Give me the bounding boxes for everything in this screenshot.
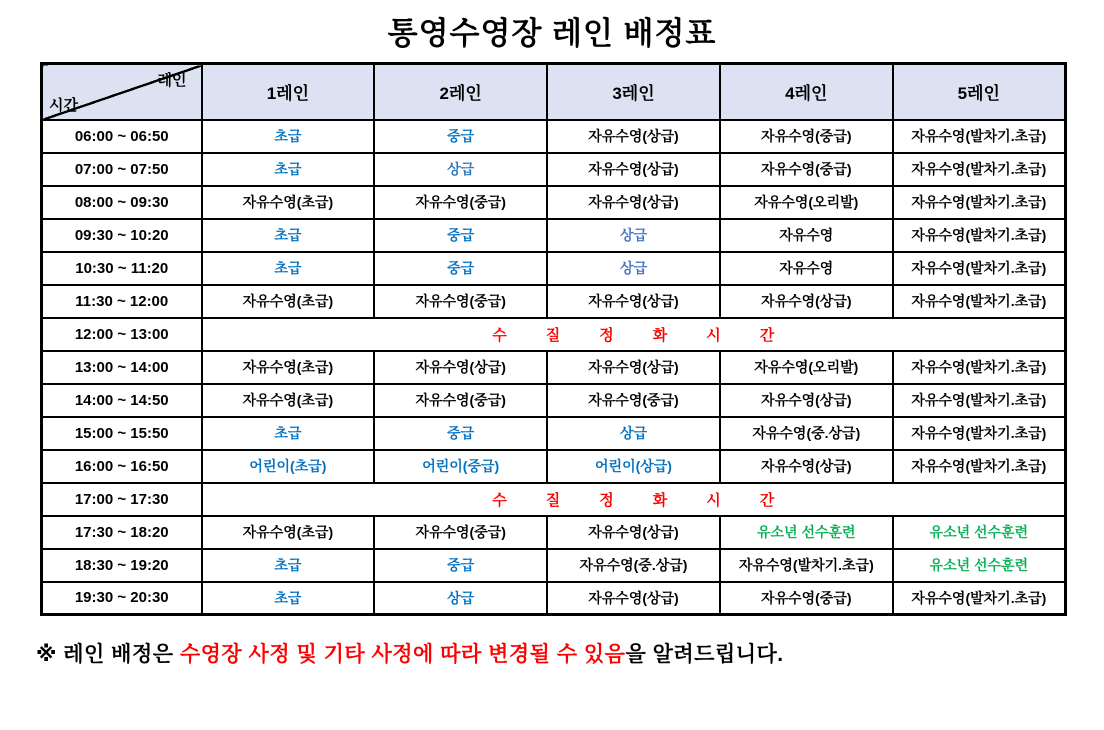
schedule-cell: 자유수영(중급)	[720, 120, 893, 153]
schedule-cell: 중급	[374, 219, 547, 252]
schedule-cell: 어린이(중급)	[374, 450, 547, 483]
schedule-cell: 초급	[202, 252, 375, 285]
footnote-prefix: ※ 레인 배정은	[36, 643, 180, 666]
schedule-cell: 자유수영(중.상급)	[720, 417, 893, 450]
schedule-cell: 자유수영(발차기.초급)	[893, 582, 1066, 615]
schedule-cell: 자유수영(상급)	[547, 582, 720, 615]
table-row	[42, 219, 1066, 252]
schedule-cell: 자유수영(중급)	[374, 384, 547, 417]
time-cell: 13:00 ~ 14:00	[42, 351, 202, 384]
schedule-cell: 상급	[374, 153, 547, 186]
schedule-cell: 자유수영	[720, 252, 893, 285]
table-row	[42, 384, 1066, 417]
table-row	[42, 186, 1066, 219]
schedule-cell: 유소년 선수훈련	[893, 549, 1066, 582]
schedule-cell: 초급	[202, 582, 375, 615]
schedule-cell: 자유수영(초급)	[202, 384, 375, 417]
schedule-cell: 자유수영(초급)	[202, 516, 375, 549]
time-cell: 18:30 ~ 19:20	[42, 549, 202, 582]
lane-header-3: 3레인	[547, 64, 720, 120]
schedule-cell: 중급	[374, 549, 547, 582]
schedule-cell: 자유수영(상급)	[547, 186, 720, 219]
time-cell: 17:30 ~ 18:20	[42, 516, 202, 549]
lane-assignment-table	[40, 62, 1067, 616]
footnote-highlight: 수영장 사정 및 기타 사정에 따라 변경될 수 있음	[179, 643, 626, 666]
schedule-cell: 자유수영(중급)	[547, 384, 720, 417]
schedule-cell: 상급	[547, 417, 720, 450]
corner-cell	[42, 64, 202, 120]
schedule-cell: 상급	[547, 252, 720, 285]
table-row	[42, 417, 1066, 450]
schedule-cell: 자유수영(발차기.초급)	[893, 417, 1066, 450]
schedule-cell: 자유수영(상급)	[547, 351, 720, 384]
schedule-cell: 자유수영(상급)	[374, 351, 547, 384]
page-title: 통영수영장 레인 배정표	[387, 16, 717, 51]
schedule-cell: 자유수영(중급)	[720, 153, 893, 186]
schedule-cell: 자유수영(상급)	[720, 384, 893, 417]
lane-header-1: 1레인	[202, 64, 375, 120]
corner-lane-label: 레인	[157, 72, 187, 89]
schedule-cell: 초급	[202, 549, 375, 582]
schedule-cell: 상급	[374, 582, 547, 615]
time-cell: 08:00 ~ 09:30	[42, 186, 202, 219]
schedule-cell: 자유수영(발차기.초급)	[893, 450, 1066, 483]
schedule-cell: 초급	[202, 417, 375, 450]
table-row	[42, 351, 1066, 384]
schedule-cell: 자유수영(상급)	[720, 285, 893, 318]
lane-header-5: 5레인	[893, 64, 1066, 120]
schedule-cell: 자유수영(초급)	[202, 186, 375, 219]
table-row	[42, 549, 1066, 582]
time-cell: 16:00 ~ 16:50	[42, 450, 202, 483]
time-cell: 15:00 ~ 15:50	[42, 417, 202, 450]
time-cell: 10:30 ~ 11:20	[42, 252, 202, 285]
header-row	[42, 64, 1066, 120]
footnote-suffix: 을 알려드립니다.	[625, 643, 784, 666]
schedule-cell: 자유수영(중급)	[720, 582, 893, 615]
schedule-cell: 자유수영(발차기.초급)	[893, 384, 1066, 417]
table-row	[42, 318, 1066, 351]
schedule-cell: 자유수영(중.상급)	[547, 549, 720, 582]
table-row	[42, 120, 1066, 153]
lane-header-4: 4레인	[720, 64, 893, 120]
corner-time-label: 시간	[49, 96, 78, 114]
time-cell: 06:00 ~ 06:50	[42, 120, 202, 153]
schedule-cell: 자유수영(상급)	[720, 450, 893, 483]
table-row	[42, 252, 1066, 285]
schedule-cell: 자유수영(상급)	[547, 516, 720, 549]
schedule-cell: 초급	[202, 219, 375, 252]
schedule-cell: 자유수영(오리발)	[720, 186, 893, 219]
schedule-cell: 자유수영(중급)	[374, 285, 547, 318]
time-cell: 14:00 ~ 14:50	[42, 384, 202, 417]
schedule-cell: 자유수영(초급)	[202, 351, 375, 384]
schedule-cell: 자유수영(오리발)	[720, 351, 893, 384]
schedule-cell: 자유수영(상급)	[547, 120, 720, 153]
schedule-cell: 자유수영(발차기.초급)	[893, 120, 1066, 153]
schedule-cell: 자유수영(발차기.초급)	[893, 285, 1066, 318]
schedule-cell: 중급	[374, 252, 547, 285]
schedule-cell: 자유수영(상급)	[547, 285, 720, 318]
time-cell: 11:30 ~ 12:00	[42, 285, 202, 318]
table-row	[42, 483, 1066, 516]
footnote	[36, 638, 784, 668]
schedule-cell: 자유수영(상급)	[547, 153, 720, 186]
schedule-cell: 유소년 선수훈련	[720, 516, 893, 549]
schedule-cell: 중급	[374, 417, 547, 450]
table-row	[42, 450, 1066, 483]
schedule-cell: 자유수영(발차기.초급)	[893, 351, 1066, 384]
schedule-cell: 중급	[374, 120, 547, 153]
schedule-cell: 자유수영(중급)	[374, 186, 547, 219]
schedule-cell: 자유수영(발차기.초급)	[893, 153, 1066, 186]
time-cell: 17:00 ~ 17:30	[42, 483, 202, 516]
schedule-cell: 자유수영(발차기.초급)	[893, 219, 1066, 252]
schedule-cell: 자유수영(발차기.초급)	[893, 186, 1066, 219]
time-cell: 19:30 ~ 20:30	[42, 582, 202, 615]
schedule-cell: 상급	[547, 219, 720, 252]
schedule-cell: 자유수영(발차기.초급)	[720, 549, 893, 582]
time-cell: 12:00 ~ 13:00	[42, 318, 202, 351]
schedule-cell: 자유수영(발차기.초급)	[893, 252, 1066, 285]
schedule-cell: 어린이(초급)	[202, 450, 375, 483]
schedule-cell: 초급	[202, 120, 375, 153]
schedule-cell: 어린이(상급)	[547, 450, 720, 483]
schedule-cell: 자유수영(중급)	[374, 516, 547, 549]
schedule-cell: 초급	[202, 153, 375, 186]
table-row	[42, 516, 1066, 549]
schedule-cell: 자유수영	[720, 219, 893, 252]
schedule-cell: 자유수영(초급)	[202, 285, 375, 318]
schedule-cell: 유소년 선수훈련	[893, 516, 1066, 549]
time-cell: 09:30 ~ 10:20	[42, 219, 202, 252]
lane-header-2: 2레인	[374, 64, 547, 120]
table-row	[42, 285, 1066, 318]
maintenance-cell: 수질정화시간	[202, 483, 1066, 516]
table-row	[42, 153, 1066, 186]
table-row	[42, 582, 1066, 615]
maintenance-cell: 수질정화시간	[202, 318, 1066, 351]
time-cell: 07:00 ~ 07:50	[42, 153, 202, 186]
